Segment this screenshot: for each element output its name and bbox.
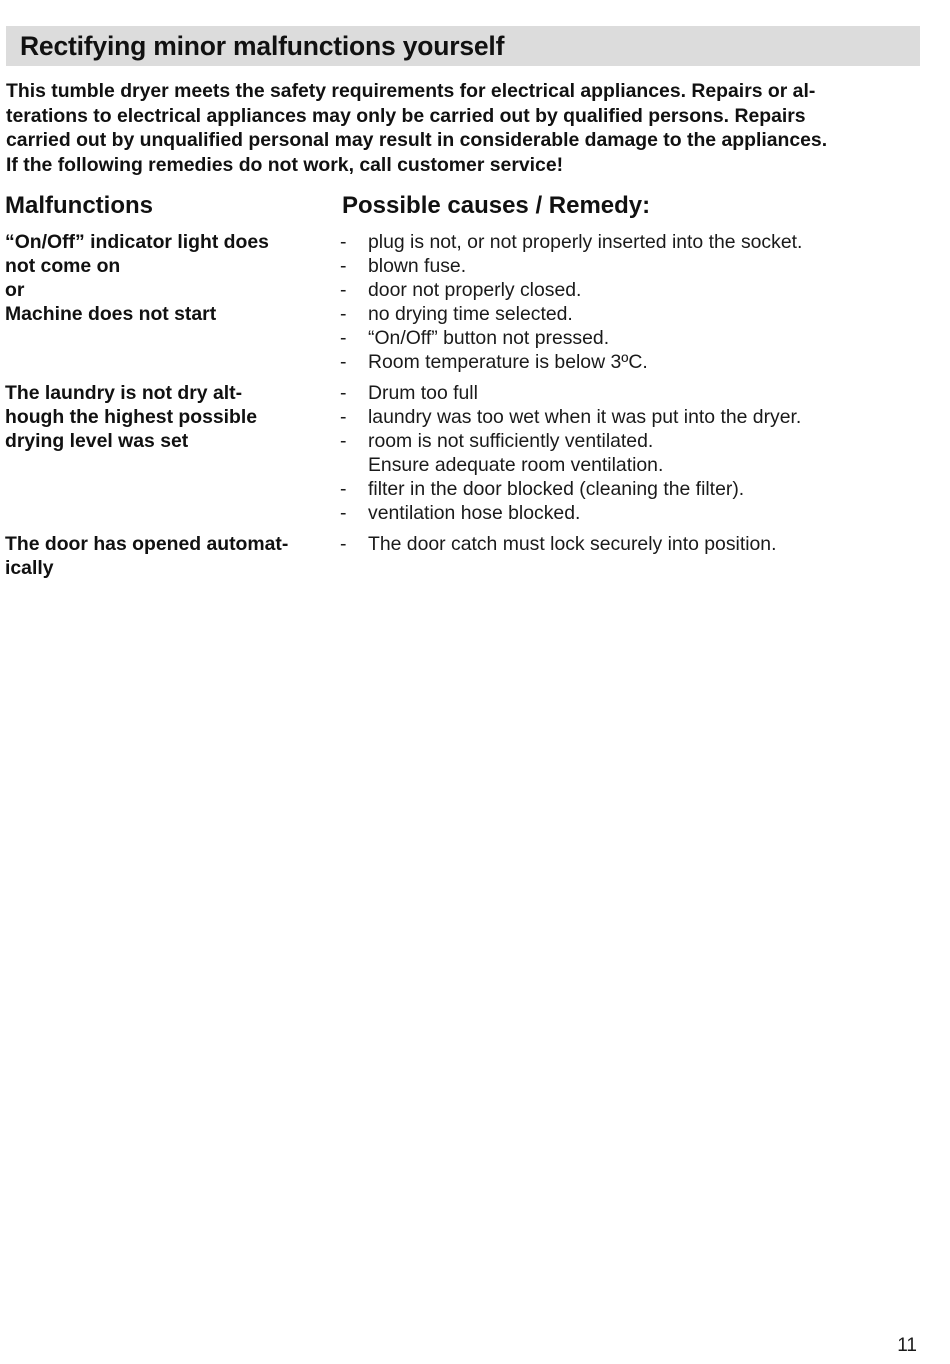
malfunction-description xyxy=(5,381,325,453)
intro-line: This tumble dryer meets the safety requirements for electrical appliances. Repairs or al- xyxy=(6,80,816,102)
remedy-item xyxy=(340,302,930,326)
malfunction-line: The laundry is not dry alt- xyxy=(5,382,243,404)
dash-bullet: - xyxy=(340,502,347,524)
dash-bullet: - xyxy=(340,255,347,277)
dash-bullet: - xyxy=(340,478,347,500)
malfunction-line: Machine does not start xyxy=(5,303,217,325)
dash-bullet: - xyxy=(340,406,347,428)
malfunction-line: hough the highest possible xyxy=(5,406,258,428)
malfunction-line: The door has opened automat- xyxy=(5,533,289,555)
remedy-continuation: Ensure adequate room ventilation. xyxy=(368,454,664,476)
remedy-item xyxy=(340,350,930,374)
dash-bullet: - xyxy=(340,303,347,325)
dash-bullet: - xyxy=(340,279,347,301)
dash-bullet: - xyxy=(340,533,347,555)
dash-bullet: - xyxy=(340,430,347,452)
malfunction-line: ically xyxy=(5,557,54,579)
remedy-item xyxy=(340,278,930,302)
remedy-item xyxy=(340,477,930,501)
dash-bullet: - xyxy=(340,351,347,373)
page-title: Rectifying minor malfunctions yourself xyxy=(20,31,505,61)
remedy-list xyxy=(340,532,930,556)
remedy-item xyxy=(340,381,930,405)
remedy-text: “On/Off” button not pressed. xyxy=(368,327,610,349)
page-number: 11 xyxy=(897,1335,917,1356)
remedy-text: no drying time selected. xyxy=(368,303,573,325)
remedy-text: plug is not, or not properly inserted into the socket. xyxy=(368,231,803,253)
remedy-item xyxy=(340,326,930,350)
remedy-text: filter in the door blocked (cleaning the filter). xyxy=(368,478,745,500)
remedy-text: door not properly closed. xyxy=(368,279,582,301)
remedy-item xyxy=(340,532,930,556)
remedy-item xyxy=(340,230,930,254)
malfunction-description xyxy=(5,532,325,580)
remedy-text: The door catch must lock securely into position. xyxy=(368,533,777,555)
remedy-item xyxy=(340,429,930,477)
remedy-text: laundry was too wet when it was put into the dryer. xyxy=(368,406,802,428)
dash-bullet: - xyxy=(340,327,347,349)
remedy-list xyxy=(340,381,930,525)
intro-line: terations to electrical appliances may only be carried out by qualified persons. Repairs xyxy=(6,104,806,127)
remedy-text: Drum too full xyxy=(368,382,478,404)
remedy-list xyxy=(340,230,930,374)
remedy-text: ventilation hose blocked. xyxy=(368,502,581,524)
malfunction-line: or xyxy=(5,279,25,301)
remedy-text: Room temperature is below 3ºC. xyxy=(368,351,648,373)
dash-bullet: - xyxy=(340,382,347,404)
malfunction-description xyxy=(5,230,325,326)
remedy-text: room is not sufficiently ventilated. xyxy=(368,430,654,452)
malfunction-line: not come on xyxy=(5,255,121,277)
malfunction-line: drying level was set xyxy=(5,430,189,452)
intro-paragraph xyxy=(6,79,918,177)
malfunctions-header: Malfunctions xyxy=(5,192,153,219)
remedy-item xyxy=(340,501,930,525)
remedy-text: blown fuse. xyxy=(368,255,467,277)
intro-line: carried out by unqualified personal may result in considerable damage to the appliances. xyxy=(6,129,828,151)
remedy-item xyxy=(340,254,930,278)
remedy-header: Possible causes / Remedy: xyxy=(342,192,651,219)
title-bar xyxy=(6,26,920,66)
remedy-item xyxy=(340,405,930,429)
intro-line: If the following remedies do not work, call customer service! xyxy=(6,153,564,176)
malfunction-line: “On/Off” indicator light does xyxy=(5,231,269,253)
dash-bullet: - xyxy=(340,231,347,253)
